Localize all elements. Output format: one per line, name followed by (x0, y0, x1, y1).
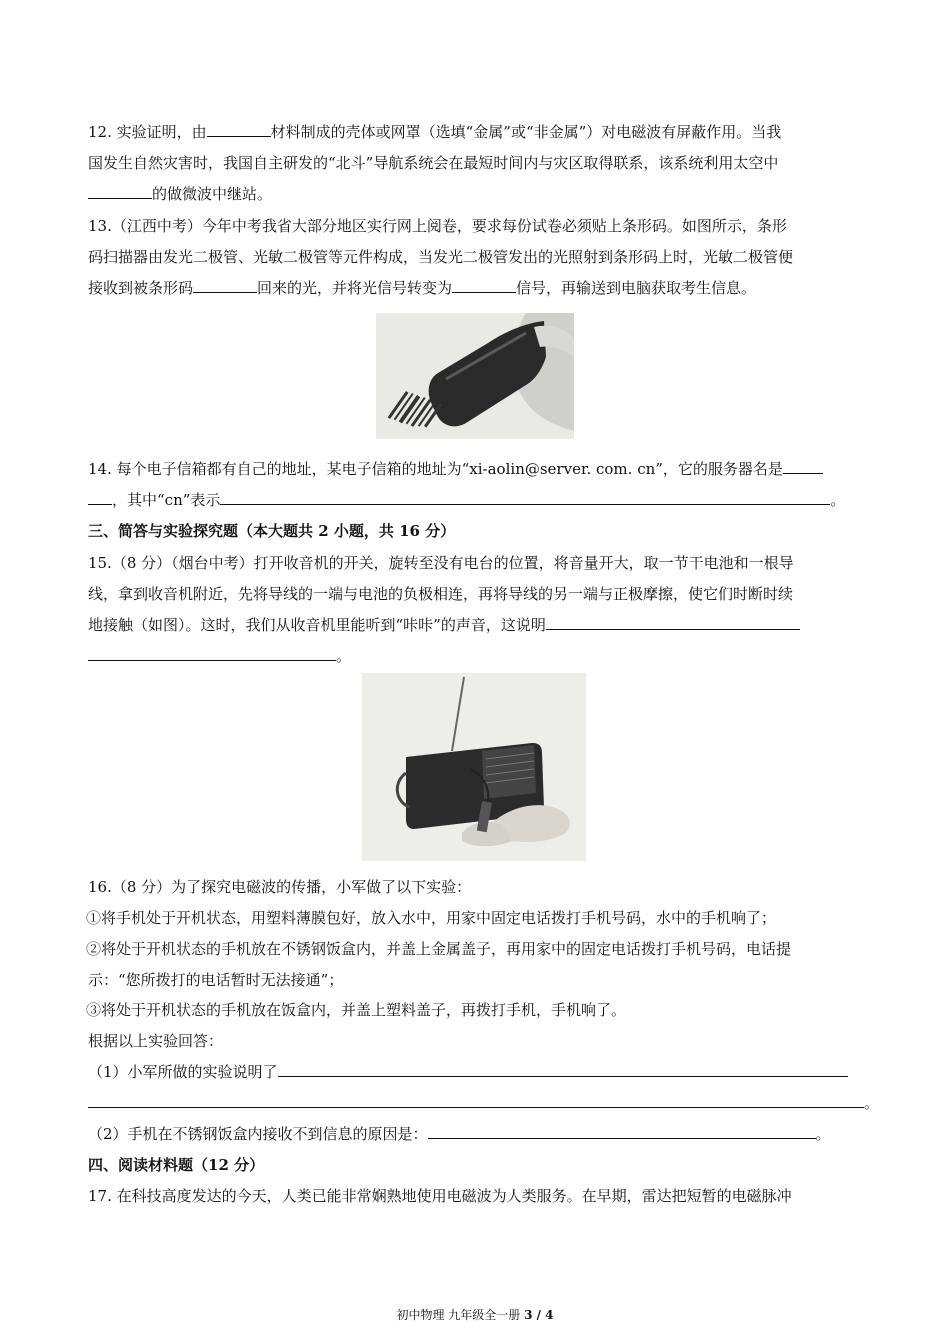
q15-line1: 15.（8 分）（烟台中考）打开收音机的开关，旋转至没有电台的位置，将音量开大，取一节干电池和一根导 (88, 554, 794, 572)
q14-line2 (88, 490, 868, 510)
section3-title: 三、简答与实验探究题（本大题共 2 小题，共 16 分） (88, 522, 456, 540)
q14-blank-2[interactable] (220, 490, 830, 505)
q15-period: 。 (336, 647, 352, 665)
q16-item3: ③将处于开机状态的手机放在饭盒内，并盖上塑料盖子，再拨打手机，手机响了。 (86, 1001, 627, 1019)
q13-line3 (88, 278, 868, 298)
q16-item2b: 示：“您所拨打的电话暂时无法接通”； (88, 971, 344, 989)
q17-line1: 17. 在科技高度发达的今天，人类已能非常娴熟地使用电磁波为人类服务。在早期，雷达把短暂的电磁脉冲 (88, 1187, 792, 1205)
q16-sub1-text: （1）小军所做的实验说明了 (88, 1063, 278, 1081)
q12-text-b: 材料制成的壳体或网罩（选填“金属”或“非金属”）对电磁波有屏蔽作用。当我 (270, 123, 782, 141)
q14-blank-1b[interactable] (88, 490, 112, 505)
q12-text-a: 12. 实验证明，由 (88, 123, 207, 141)
q13-blank-1[interactable] (193, 278, 257, 293)
q13-text-c: 信号，再输送到电脑获取考生信息。 (516, 279, 757, 297)
q15-blank-1b[interactable] (88, 646, 336, 661)
q16-blank-1b[interactable] (88, 1093, 864, 1108)
q13-line2: 码扫描器由发光二极管、光敏二极管等元件构成，当发光二极管发出的光照射到条形码上时，光敏二极管便 (88, 248, 794, 266)
q16-line1: 16.（8 分）为了探究电磁波的传播，小军做了以下实验： (88, 878, 472, 896)
q15-blank-1a[interactable] (546, 615, 800, 630)
q16-sub1-period: 。 (864, 1094, 880, 1112)
q16-sub1 (88, 1062, 868, 1082)
q12-line2: 国发生自然灾害时，我国自主研发的“北斗”导航系统会在最短时间内与灾区取得联系，该系统利用太空中 (88, 154, 779, 172)
q16-item2a: ②将处于开机状态的手机放在不锈钢饭盒内，并盖上金属盖子，再用家中的固定电话拨打手机号码，电话提 (86, 940, 792, 958)
q14-line1 (88, 459, 868, 479)
q15-line4 (88, 646, 868, 666)
footer-title: 初中物理 九年级全一册 (396, 1308, 525, 1322)
q12-blank-1[interactable] (207, 122, 271, 137)
q16-item1: ①将手机处于开机状态，用塑料薄膜包好，放入水中，用家中固定电话拨打手机号码，水中的手机响了； (86, 909, 777, 927)
page-number: 3 / 4 (524, 1308, 554, 1322)
q16-sub2-period: 。 (815, 1125, 831, 1143)
q16-blank-2[interactable] (428, 1124, 816, 1139)
barcode-scanner-figure (376, 313, 574, 439)
radio-experiment-figure (362, 673, 586, 861)
q15-line2: 线，拿到收音机附近，先将导线的一端与电池的负极相连，再将导线的另一端与正极摩擦，使它们时断时续 (88, 585, 794, 603)
q16-prompt: 根据以上实验回答： (88, 1032, 224, 1050)
q16-sub2 (88, 1124, 868, 1144)
page-footer (0, 1307, 950, 1323)
barcode-scanner-illustration (376, 313, 574, 439)
q12-line1 (88, 122, 868, 142)
q14-text-b: ，其中“cn”表示 (112, 491, 221, 509)
q16-sub1-cont (88, 1093, 880, 1113)
q13-line1: 13.（江西中考）今年中考我省大部分地区实行网上阅卷，要求每份试卷必须贴上条形码。如图所示，条形 (88, 217, 787, 235)
q12-text-c: 的做微波中继站。 (152, 185, 273, 203)
q14-period: 。 (830, 491, 846, 509)
q16-blank-1a[interactable] (278, 1062, 848, 1077)
q16-sub2-text: （2）手机在不锈钢饭盒内接收不到信息的原因是： (88, 1125, 428, 1143)
radio-battery-illustration (362, 673, 586, 861)
q14-blank-1a[interactable] (783, 459, 823, 474)
q12-blank-2[interactable] (88, 184, 152, 199)
q12-line3 (88, 184, 868, 204)
q15-text-a: 地接触（如图）。这时，我们从收音机里能听到“咔咔”的声音，这说明 (88, 616, 546, 634)
q15-line3 (88, 615, 868, 635)
q13-blank-2[interactable] (452, 278, 516, 293)
q13-text-b: 回来的光，并将光信号转变为 (257, 279, 453, 297)
section4-title: 四、阅读材料题（12 分） (88, 1156, 265, 1174)
q14-text-a: 14. 每个电子信箱都有自己的地址，某电子信箱的地址为“xi-aolin@server. com. cn”，它的服务器名是 (88, 460, 783, 478)
q13-text-a: 接收到被条形码 (88, 279, 194, 297)
